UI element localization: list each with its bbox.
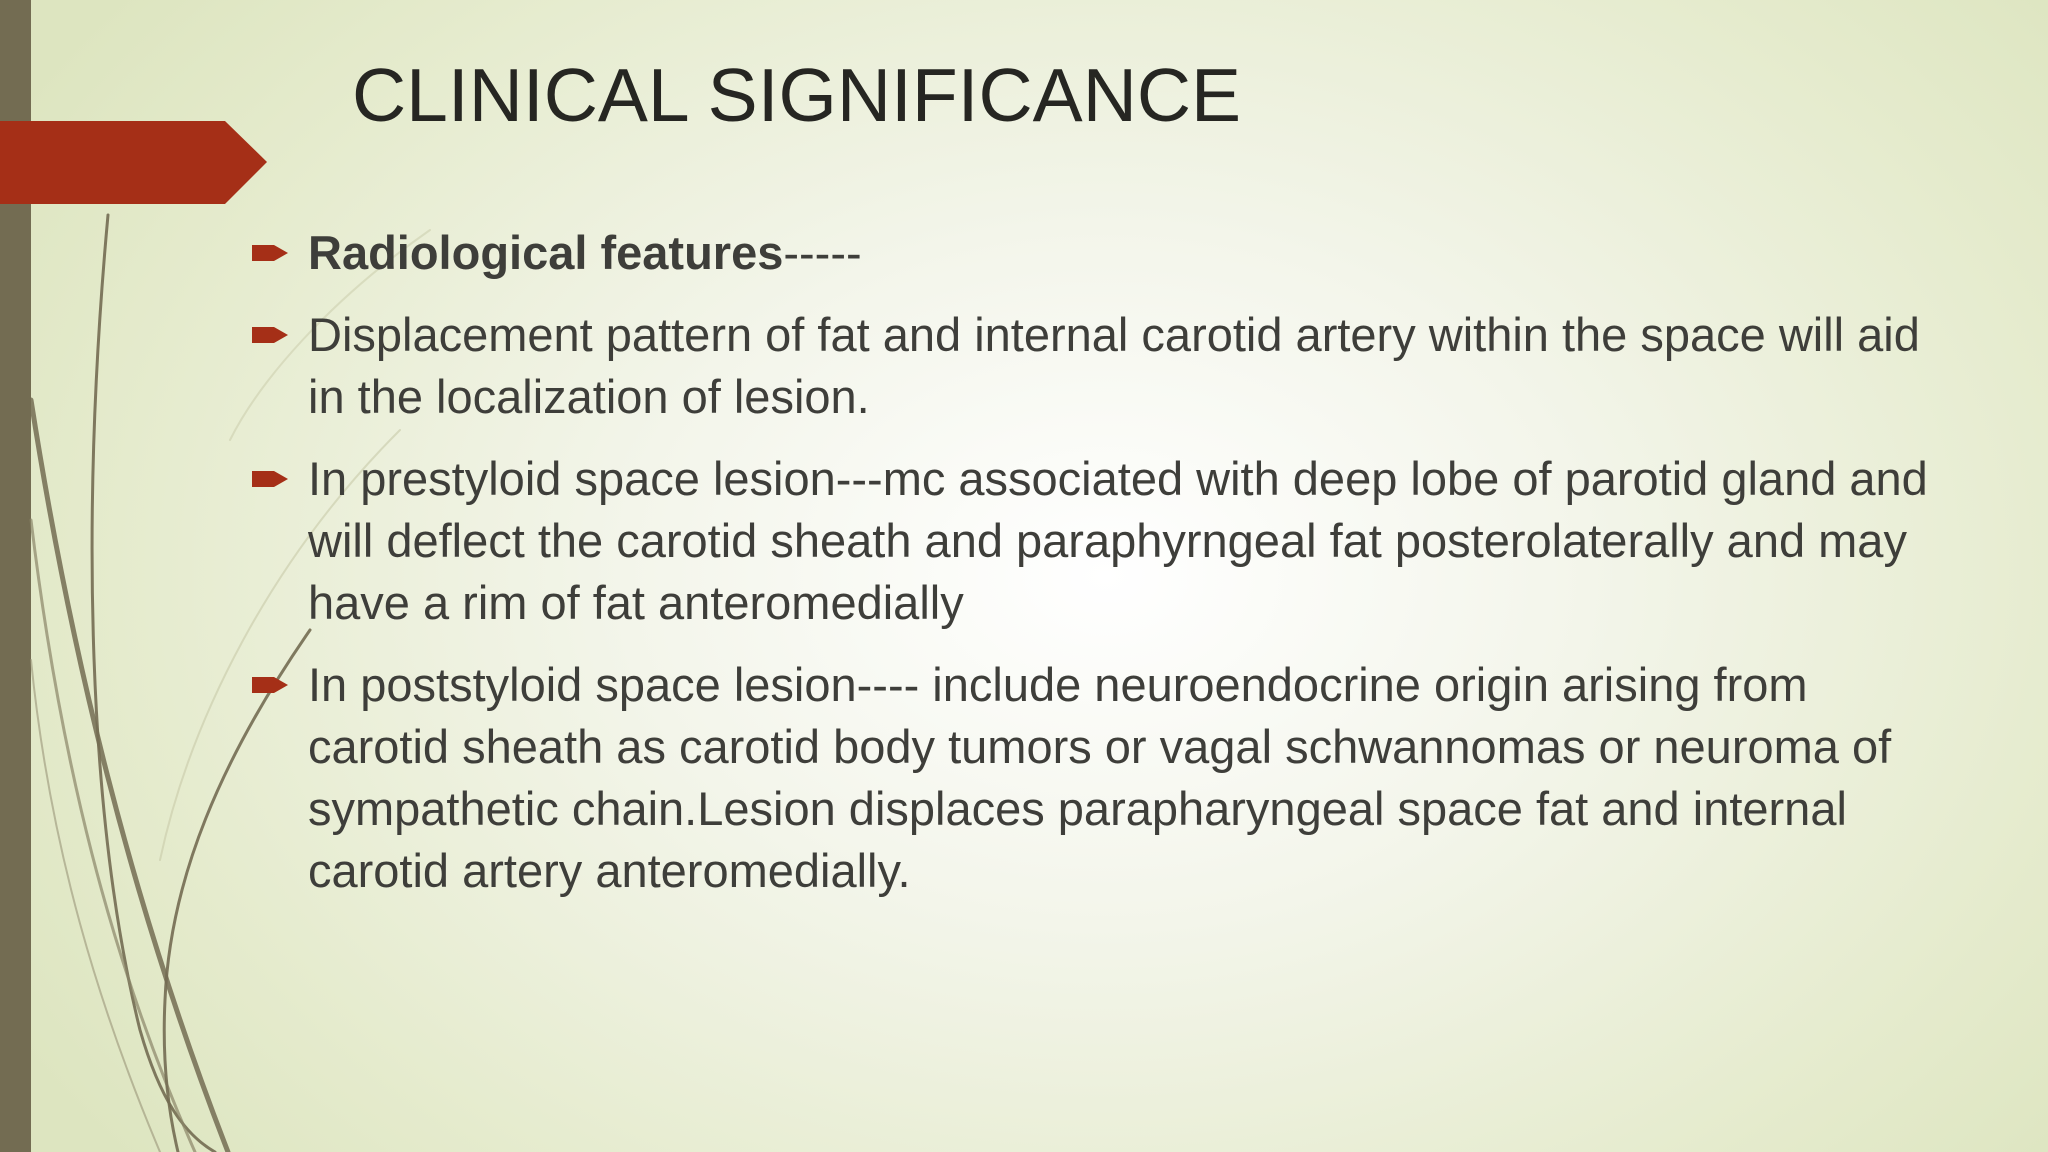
arrow-right-icon [250,320,290,350]
title-accent-arrow [0,121,267,204]
bullet-text: ----- [783,226,862,279]
bullet-text: In poststyloid space lesion---- include neuroendocrine origin arising from carotid sheath as carotid body tumors or vagal schwannomas or neuroma of sympathetic chain.Lesion displaces parapharyngeal space fat and internal carotid artery anteromedially. [308,658,1892,897]
arrow-right-icon [250,464,290,494]
slide-title: CLINICAL SIGNIFICANCE [352,53,1242,137]
swoosh-line [31,520,195,1152]
bullet-item [250,304,1930,428]
bullet-text: In prestyloid space lesion---mc associated with deep lobe of parotid gland and will deflect the carotid sheath and paraphyrngeal fat posterolaterally and may have a rim of fat anteromedially [308,452,1928,629]
bullet-list [250,222,1930,922]
bullet-heading: Radiological features [308,226,784,279]
bullet-text: Displacement pattern of fat and internal carotid artery within the space will aid in the localization of lesion. [308,308,1920,423]
bullet-item [250,222,1930,284]
bullet-item [250,654,1930,902]
arrow-right-icon [250,670,290,700]
swoosh-line [31,400,228,1152]
bullet-item [250,448,1930,634]
swoosh-line [92,215,215,1152]
arrow-right-icon [250,238,290,268]
